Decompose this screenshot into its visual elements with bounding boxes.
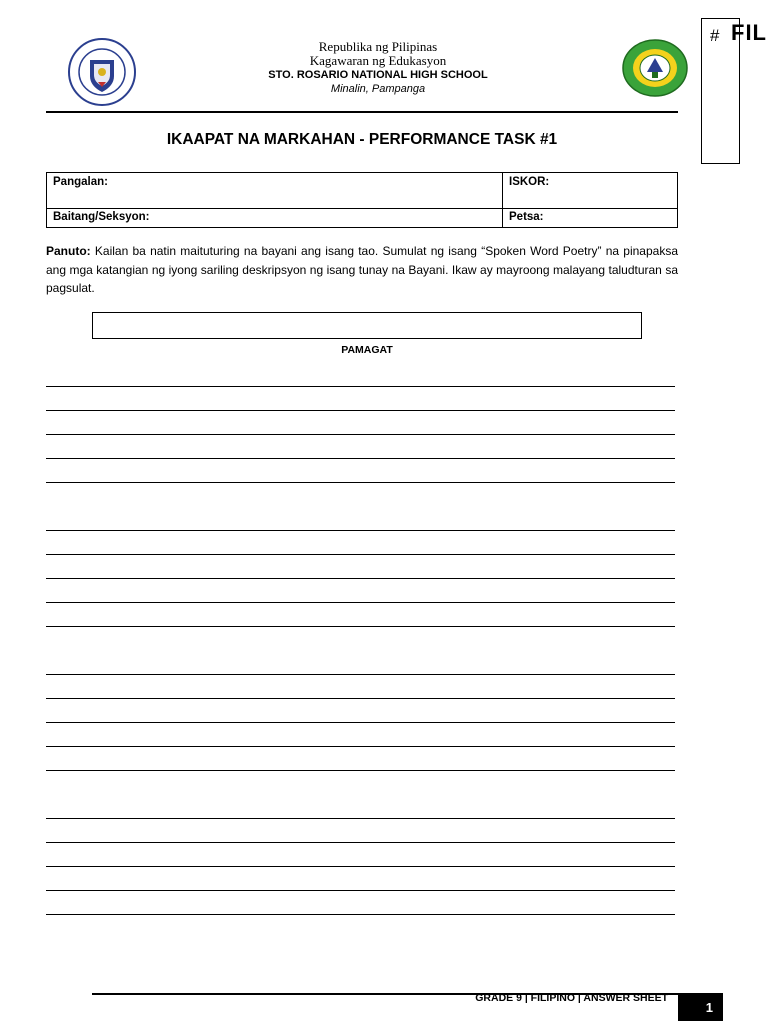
header-department: Kagawaran ng Edukasyon (309, 53, 447, 68)
footer-text: GRADE 9 | FILIPINO | ANSWER SHEET (475, 992, 668, 1004)
writing-line[interactable] (46, 914, 675, 915)
instructions-text: Kailan ba natin maituturing na bayani ang isang tao. Sumulat ng isang “Spoken Word Poetry” na pinapaksa ang mga katangian ng iyong sariling deskripsyon ng isang tunay na Bayani. Ikaw ay mayroong malayang taludturan sa pagsulat. (46, 244, 678, 295)
writing-line[interactable] (46, 866, 675, 867)
writing-line[interactable] (46, 410, 675, 411)
corner-subject-tag: FIL (731, 20, 767, 45)
school-seal-logo (621, 38, 689, 98)
student-info-table (46, 172, 678, 228)
name-field-label: Pangalan: (53, 176, 108, 188)
deped-seal-logo (68, 38, 136, 106)
writing-line[interactable] (46, 842, 675, 843)
writing-line[interactable] (46, 578, 675, 579)
writing-line[interactable] (46, 674, 675, 675)
instructions (46, 242, 678, 298)
header-divider (46, 111, 678, 113)
score-field-label: ISKOR: (509, 176, 550, 188)
writing-line[interactable] (46, 530, 675, 531)
instructions-label: Panuto: (46, 244, 91, 258)
corner-hash: # (710, 26, 720, 45)
writing-line[interactable] (46, 554, 675, 555)
writing-line[interactable] (46, 746, 675, 747)
writing-line[interactable] (46, 434, 675, 435)
header-republic: Republika ng Pilipinas (318, 39, 438, 54)
writing-line[interactable] (46, 602, 675, 603)
writing-line[interactable] (46, 458, 675, 459)
poem-title-label: PAMAGAT (341, 344, 393, 356)
poem-title-box[interactable] (92, 312, 642, 339)
section-field-label: Baitang/Seksyon: (53, 211, 150, 223)
writing-line[interactable] (46, 770, 675, 771)
writing-line[interactable] (46, 722, 675, 723)
date-field-label: Petsa: (509, 211, 544, 223)
writing-line[interactable] (46, 482, 675, 483)
writing-line[interactable] (46, 698, 675, 699)
info-table-row-divider (47, 208, 677, 209)
page-number: 1 (678, 993, 723, 1021)
writing-line[interactable] (46, 626, 675, 627)
page-title: IKAAPAT NA MARKAHAN - PERFORMANCE TASK #1 (166, 131, 558, 148)
header-location: Minalin, Pampanga (330, 83, 426, 95)
writing-line[interactable] (46, 890, 675, 891)
info-table-column-divider (502, 173, 503, 227)
writing-line[interactable] (46, 386, 675, 387)
header-school-name: STO. ROSARIO NATIONAL HIGH SCHOOL (268, 69, 488, 81)
writing-line[interactable] (46, 818, 675, 819)
